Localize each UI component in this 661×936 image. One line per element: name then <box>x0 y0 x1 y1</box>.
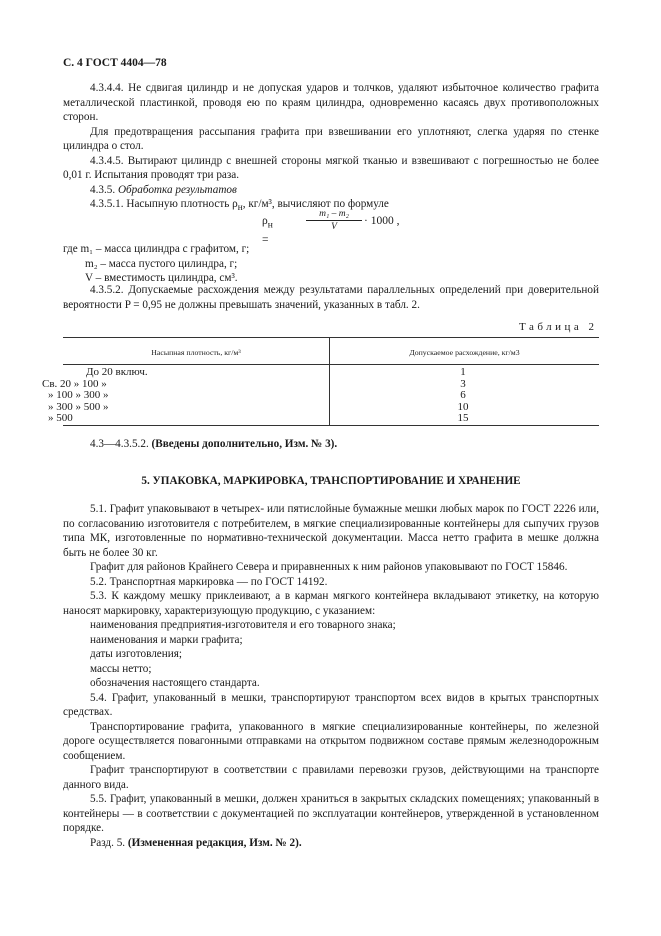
formula-numerator: m₁ – m₂ <box>306 208 362 221</box>
section-4-3-4-text <box>63 81 599 216</box>
table-header-density: Насыпная плотность, кг/м³ <box>151 348 241 357</box>
table-row-tolerance: 1 <box>460 366 466 378</box>
heading-4-3-5-title: Обработка результатов <box>117 183 237 196</box>
formula-fraction <box>306 208 362 233</box>
paragraph-4-3-5-1: 4.3.5.1. Насыпную плотность $\rho_н$, кг/м³, вычисляют по формуле <box>90 198 389 214</box>
paragraph-4-3-4-4: 4.3.4.4. Не сдвигая цилиндр и не допуская ударов и толчков, удаляют избыточное количество графита металлической пластинкой, проводя ею по краям цилиндра, одновременно касаясь двух противоположных сторон. <box>63 82 599 123</box>
table-top-rule <box>63 337 599 338</box>
paragraph-5-2: 5.2. Транспортная маркировка — по ГОСТ 14192. <box>90 575 328 588</box>
table-row-tolerance: 15 <box>457 412 469 424</box>
table-row-tolerance: 6 <box>460 389 466 401</box>
amendment-note-2: Разд. 5. (Измененная редакция, Изм. № 2). <box>90 836 302 849</box>
amendment-note-3: 4.3—4.3.5.2. (Введены дополнительно, Изм. № 3). <box>90 438 338 450</box>
table-header-rule <box>63 364 599 365</box>
paragraph-4-3-4-5: 4.3.4.5. Вытирают цилиндр с внешней стороны мягкой тканью и взвешивают с погрешностью не более 0,01 г. Испытания проводят три раза. <box>63 154 599 181</box>
paragraph-5-5: 5.5. Графит, упакованный в мешки, должен храниться в закрытых складских помещениях; упакованный в контейнеры — в соответствии с документацией по эксплуатации контейнеров, утвержденной в установленном порядке. <box>63 793 599 834</box>
paragraph-transport-rules: Графит транспортируют в соответствии с правилами перевозки грузов, действующими на транспорте данного вида. <box>63 764 599 791</box>
document-page: С. 4 ГОСТ 4404—78 4.3.4.4. Не сдвигая цилиндр и не допуская ударов и толчков, удаляют избыточное количество графита металлической пластинкой, проводя ею по краям цилиндра, одновременно касаясь двух противоположных сторон. Для предотвращения рассыпания графита при взвешивании его уплотняют, слегка ударяя по стенке цилиндра о стол. 4.3.4.5. Вытирают цилиндр с внешней стороны мягкой тканью и взвешивают с погрешностью не более 0,01 г. Испытания проводят три раза. 4.3.5. Обработка результатов 4.3.5.1. Насыпную плотность $\rho_н$, кг/м³, вычисляют по формуле $\rho_н$ = $\frac{\text{m₁ – m₂}}{V}$ · 1000 , где m₁ – масса цилиндра с графитом, г; m₂ – масса пустого цилиндра, г; V – вместимость цилиндра, см³. 4.3.5.2. Допускаемые расхождения между результатами параллельных определений при доверительной вероятности P = 0,95 не должны превышать значений, указанных в табл. 2. Таблица 2 Насыпная плотность, кг/м³ Допускаемое расхождение, кг/м3 До 20 включ. 1 Св. 20 » 100 » 3 » 100 » 300 » 6 » 300 » 500 » 10 » 500 15 4.3—4.3.5.2. (Введены дополнительно, Изм. № 3). 5. УПАКОВКА, МАРКИРОВКА, ТРАНСПОРТИРОВАНИЕ И ХРАНЕНИЕ 5.1. Графит упаковывают в четырех- или пятислойные бумажные мешки любых марок по ГОСТ 2226 или, по согласованию изготовителя с потребителем, в мягкие специализированные контейнеры для сыпучих грузов типа МК, изготовленные по нормативно-технической документации. Масса нетто графита в мешке должна быть не более 30 кг. Графит для районов Крайнего Севера и приравненных к ним районов упаковывают по ГОСТ 15846. 5.2. Транспортная маркировка — по ГОСТ 14192. 5.3. К каждому мешку приклеивают, а в карман мягкого контейнера вкладывают этикетку, на которую наносят маркировку, характеризующую продукцию, с указанием: наименования предприятия-изготовителя и его товарного знака; наименования и марки графита; даты изготовления; массы нетто; обозначения настоящего стандарта. 5.4. Графит, упакованный в мешки, транспортируют транспортом всех видов в крытых транспортных средствах. Транспортирование графита, упакованного в мягкие специализированные контейнеры, по железной дороге осуществляется повагонными отправками на открытом подвижном составе прямым железнодорожным сообщением. Графит транспортируют в соответствии с правилами перевозки грузов, действующими на транспорте данного вида. 5.5. Графит, упакованный в мешки, должен храниться в закрытых складских помещениях; упакованный в контейнеры — в соответствии с документацией по эксплуатации контейнеров, утвержденной в установленном порядке. Разд. 5. (Измененная редакция, Изм. № 2). <box>0 0 661 936</box>
section-4-3-5-2-text <box>63 283 599 312</box>
page-header: С. 4 ГОСТ 4404—78 <box>63 57 167 69</box>
table-row-density: До 20 включ. <box>86 366 148 378</box>
paragraph-compaction: Для предотвращения рассыпания графита при взвешивании его уплотняют, слегка ударяя по стенке цилиндра о стол. <box>63 125 599 152</box>
list-item: наименования и марки графита; <box>90 633 243 646</box>
table-caption: Таблица 2 <box>519 321 598 333</box>
table-header-tolerance: Допускаемое расхождение, кг/м3 <box>409 348 520 357</box>
list-item: массы нетто; <box>90 662 152 675</box>
formula-lhs: ρ <box>262 215 268 227</box>
list-item: даты изготовления; <box>90 648 182 660</box>
table-row-tolerance: 3 <box>460 377 466 390</box>
paragraph-4-3-5-2: 4.3.5.2. Допускаемые расхождения между результатами параллельных определений при доверительной вероятности P = 0,95 не должны превышать значений, указанных в табл. 2. <box>63 284 599 311</box>
section-5-text <box>63 502 599 850</box>
table-row-tolerance: 10 <box>457 400 469 413</box>
paragraph-containers: Транспортирование графита, упакованного в мягкие специализированные контейнеры, по железной дороге осуществляется повагонными отправками на открытом подвижном составе прямым железнодорожным сообщением. <box>63 720 599 762</box>
table-bottom-rule <box>63 425 599 426</box>
heading-4-3-5: 4.3.5. Обработка результатов <box>90 183 237 196</box>
paragraph-5-4: 5.4. Графит, упакованный в мешки, транспортируют транспортом всех видов в крытых транспортных средствах. <box>63 691 599 718</box>
formula-multiplier: · 1000 , <box>364 215 400 227</box>
legend-m1: где m₁ – масса цилиндра с графитом, г; <box>63 243 250 255</box>
section-5-heading: 5. УПАКОВКА, МАРКИРОВКА, ТРАНСПОРТИРОВАНИЕ И ХРАНЕНИЕ <box>141 475 521 487</box>
table-row-density: » 300 » 500 » <box>48 400 109 413</box>
legend-v: V – вместимость цилиндра, см³. <box>85 272 238 284</box>
list-item: наименования предприятия-изготовителя и его товарного знака; <box>90 619 396 631</box>
table-row-density: » 500 <box>48 412 73 424</box>
list-item: обозначения настоящего стандарта. <box>90 677 260 689</box>
formula-denominator: V <box>331 222 337 232</box>
formula-legend <box>63 242 603 286</box>
table-2 <box>42 337 599 425</box>
paragraph-5-1: 5.1. Графит упаковывают в четырех- или пятислойные бумажные мешки любых марок по ГОСТ 2226 или, по согласованию изготовителя с потребителем, в мягкие специализированные контейнеры для сыпучих грузов типа МК, изготовленные по нормативно-технической документации. Масса нетто графита в мешке должна быть не более 30 кг. <box>63 503 599 559</box>
table-row-density: Св. 20 » 100 » <box>42 377 107 390</box>
table-row-density: » 100 » 300 » <box>48 389 109 401</box>
paragraph-5-3: 5.3. К каждому мешку приклеивают, а в карман мягкого контейнера вкладывают этикетку, на которую наносят маркировку, характеризующую продукцию, с указанием: <box>63 590 599 617</box>
paragraph-far-north: Графит для районов Крайнего Севера и приравненных к ним районов упаковывают по ГОСТ 15846. <box>90 561 568 573</box>
legend-m2: m₂ – масса пустого цилиндра, г; <box>85 257 238 270</box>
